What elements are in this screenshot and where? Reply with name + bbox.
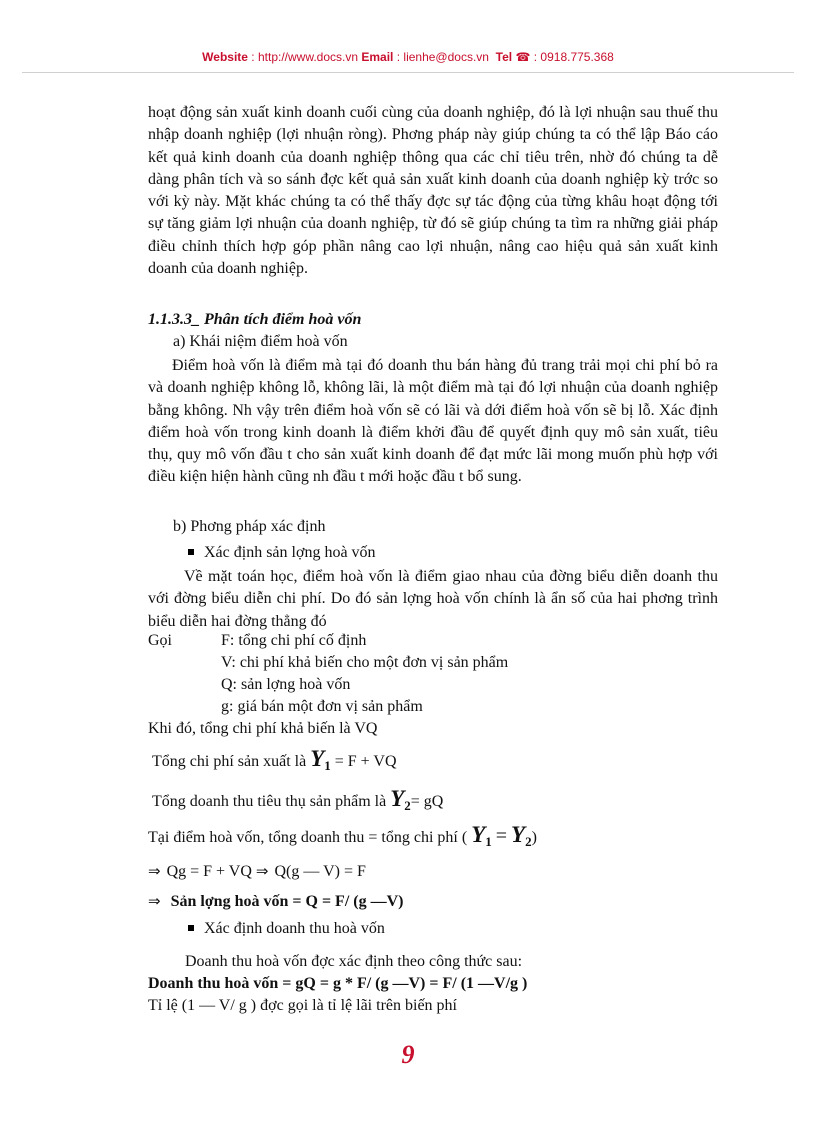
- y2-symbol-eq: Y: [511, 822, 526, 847]
- email-value[interactable]: lienhe@docs.vn: [403, 50, 489, 64]
- revenue-line: [152, 786, 443, 812]
- y1-subscript-eq: 1: [485, 834, 492, 849]
- page-header: [0, 50, 816, 64]
- derivation-2: Q(g — V) = F: [274, 863, 366, 880]
- revenue-result: Doanh thu hoà vốn = gQ = g * F/ (g —V) = F/ (1 —V/g ): [148, 975, 528, 992]
- website-separator: :: [247, 50, 258, 64]
- derivation-line: [148, 862, 366, 881]
- equals-sign: =: [495, 825, 508, 847]
- definition-q: Q: sản lợng hoà vốn: [221, 676, 351, 693]
- intro-paragraph: hoạt động sản xuất kinh doanh cuối cùng của doanh nghiệp, đó là lợi nhuận sau thuế thu nhập doanh nghiệp (lợi nhuận ròng). Phơng pháp này giúp chúng ta có thể lập Báo cáo kết quả kinh doanh của doanh nghiệp thông qua các chỉ tiêu trên, nhờ đó chúng ta dễ dàng phân tích và so sánh đợc kết quả sản xuất kinh doanh của doanh nghiệp kỳ trớc so với kỳ này. Mặt khác chúng ta có thể thấy đợc sự tác động của từng khâu hoạt động tới sự tăng giảm lợi nhuận của doanh nghiệp, từ đó sẽ giúp chúng ta tìm ra những giải pháp điều chỉnh thích hợp góp phần nâng cao lợi nhuận, nâng cao hiệu quả sản xuất kinh doanh của doanh nghiệp.: [148, 104, 718, 278]
- breakeven-close: ): [531, 829, 537, 846]
- email-separator: :: [393, 50, 404, 64]
- sub-heading-b: b) Phơng pháp xác định: [173, 518, 326, 535]
- bullet-volume-text: Xác định sản lợng hoà vốn: [204, 544, 376, 561]
- tel-separator: :: [530, 50, 541, 64]
- y1-symbol: Y: [310, 746, 325, 771]
- square-bullet-icon: [188, 925, 194, 931]
- y1-subscript: 1: [324, 758, 331, 773]
- derivation-1: Qg = F + VQ: [166, 863, 252, 880]
- y1-symbol-eq: Y: [471, 822, 486, 847]
- bullet-revenue: [188, 920, 385, 938]
- math-paragraph: Về mặt toán học, điểm hoà vốn là điểm giao nhau của đờng biểu diễn doanh thu với đờng biểu diễn chi phí. Do đó sản lợng hoà vốn chính là ẩn số của hai phơng trình biểu diễn hai đờng thẳng đó: [148, 568, 718, 630]
- y2-subscript: 2: [404, 798, 411, 813]
- goi-label: Gọi: [148, 632, 172, 649]
- breakeven-condition-text: Tại điểm hoà vốn, tổng doanh thu = tổng chi phí (: [148, 829, 468, 846]
- tel-value: 0918.775.368: [540, 50, 614, 64]
- y2-symbol: Y: [390, 786, 405, 811]
- y2-subscript-eq: 2: [525, 834, 532, 849]
- tel-label: Tel: [495, 50, 513, 64]
- volume-result-label: Sản lợng hoà vốn: [170, 893, 289, 910]
- revenue-formula: = gQ: [410, 793, 444, 810]
- implies-arrow-icon: ⇒: [148, 862, 161, 880]
- total-cost-line: [152, 746, 397, 772]
- ratio-line: Tỉ lệ (1 — V/ g ) đợc gọi là tỉ lệ lãi trên biến phí: [148, 997, 457, 1014]
- volume-result-line: [148, 892, 403, 911]
- variable-cost-line: Khi đó, tổng chi phí khả biến là VQ: [148, 720, 378, 737]
- website-url[interactable]: http://www.docs.vn: [257, 50, 359, 64]
- definition-g: g: giá bán một đơn vị sản phẩm: [221, 698, 423, 715]
- revenue-intro: Doanh thu hoà vốn đợc xác định theo công thức sau:: [185, 953, 523, 970]
- total-cost-label: Tổng chi phí sản xuất là: [152, 753, 307, 770]
- breakeven-condition-line: [148, 822, 537, 848]
- total-cost-formula: = F + VQ: [334, 753, 397, 770]
- square-bullet-icon: [188, 549, 194, 555]
- concept-paragraph: Điểm hoà vốn là điểm mà tại đó doanh thu bán hàng đủ trang trải mọi chi phí bỏ ra và doanh nghiệp không lỗ, không lãi, là một điểm mà tại đó lợi nhuận của doanh nghiệp bằng không. Nh vậy trên điểm hoà vốn sẽ có lãi và dới điểm hoà vốn sẽ bị lỗ. Xác định điểm hoà vốn trong kinh doanh là điểm khởi đầu để quyết định quy mô sản xuất, tiêu thụ, quy mô vốn đầu t cho sản xuất kinh doanh để đạt mức lãi mong muốn phù hợp với điều kiện hiện hành cũng nh đầu t mới hoặc đầu t bổ sung.: [148, 357, 718, 486]
- page-number: 9: [401, 1040, 415, 1069]
- implies-arrow-icon: ⇒: [148, 892, 161, 910]
- bullet-volume: [188, 544, 376, 562]
- implies-arrow-icon: ⇒: [255, 862, 269, 880]
- revenue-label: Tổng doanh thu tiêu thụ sản phẩm là: [152, 793, 387, 810]
- volume-result-formula: = Q = F/ (g —V): [292, 893, 404, 910]
- bullet-revenue-text: Xác định doanh thu hoà vốn: [204, 920, 385, 937]
- email-label: Email: [361, 50, 394, 64]
- definition-f: F: tổng chi phí cố định: [221, 632, 367, 649]
- header-divider: [22, 72, 794, 73]
- website-label: Website: [202, 50, 248, 64]
- definition-v: V: chi phí khả biến cho một đơn vị sản phẩm: [221, 654, 509, 671]
- phone-icon: ☎: [515, 50, 531, 64]
- section-heading: 1.1.3.3_ Phân tích điểm hoà vốn: [148, 311, 362, 328]
- sub-heading-a: a) Khái niệm điểm hoà vốn: [173, 333, 348, 350]
